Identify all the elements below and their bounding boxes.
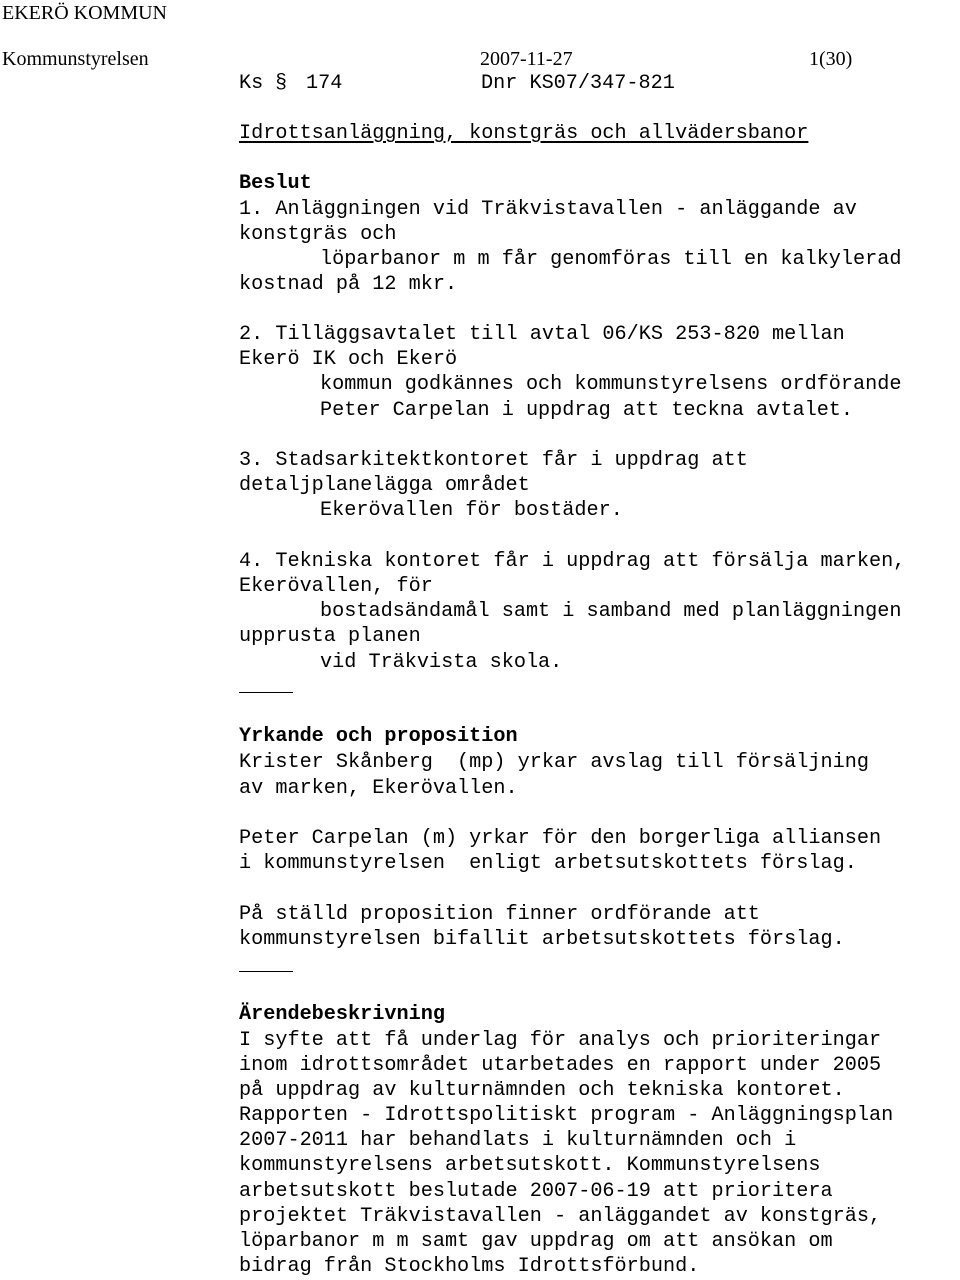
decision-item-2-line-3: kommun godkännes och kommunstyrelsens ordförande bbox=[320, 373, 902, 396]
meeting-date: 2007-11-27 bbox=[480, 48, 573, 70]
decision-item-4-line-3: bostadsändamål samt i samband med planläggningen bbox=[320, 600, 902, 623]
page-title: Idrottsanläggning, konstgräs och allvädersbanor bbox=[239, 122, 809, 145]
decision-item-3-line-2: detaljplanelägga området bbox=[239, 474, 530, 497]
diary-number: Dnr KS07/347-821 bbox=[481, 72, 675, 95]
case-prefix: Ks bbox=[239, 72, 264, 95]
motion-paragraph-1-line-1: Krister Skånberg (mp) yrkar avslag till försäljning bbox=[239, 751, 869, 774]
description-line: kommunstyrelsens arbetsutskott. Kommunstyrelsens bbox=[239, 1154, 821, 1177]
municipality-name: EKERÖ KOMMUN bbox=[2, 2, 167, 24]
description-line: arbetsutskott beslutade 2007-06-19 att prioritera bbox=[239, 1180, 833, 1203]
page-number: 1(30) bbox=[809, 48, 853, 70]
description-line: löparbanor m m samt gav uppdrag om att ansökan om bbox=[239, 1230, 833, 1253]
description-line: bidrag från Stockholms Idrottsförbund. bbox=[239, 1255, 700, 1278]
separator-rule bbox=[239, 971, 293, 972]
case-number: 174 bbox=[306, 72, 343, 95]
decision-item-1-line-2: konstgräs och bbox=[239, 223, 397, 246]
motion-paragraph-2-line-2: i kommunstyrelsen enligt arbetsutskottets förslag. bbox=[239, 852, 857, 875]
description-line: 2007-2011 har behandlats i kulturnämnden och i bbox=[239, 1129, 797, 1152]
description-line: projektet Träkvistavallen - anläggandet av konstgräs, bbox=[239, 1205, 882, 1228]
decision-item-2-line-2: Ekerö IK och Ekerö bbox=[239, 348, 458, 371]
description-line: på uppdrag av kulturnämnden och tekniska kontoret. bbox=[239, 1079, 845, 1102]
motion-paragraph-2-line-1: Peter Carpelan (m) yrkar för den borgerliga alliansen bbox=[239, 827, 882, 850]
decision-item-4-line-1: 4. Tekniska kontoret får i uppdrag att försälja marken, bbox=[239, 550, 906, 573]
committee-name: Kommunstyrelsen bbox=[2, 48, 149, 70]
description-heading: Ärendebeskrivning bbox=[239, 1003, 445, 1026]
decision-item-1-line-3: löparbanor m m får genomföras till en kalkylerad bbox=[320, 248, 902, 271]
description-line: Rapporten - Idrottspolitiskt program - Anläggningsplan bbox=[239, 1104, 894, 1127]
decision-item-4-line-5: vid Träkvista skola. bbox=[320, 651, 563, 674]
decision-heading: Beslut bbox=[239, 172, 312, 195]
section-symbol: § bbox=[275, 72, 288, 95]
decision-item-1-line-1: 1. Anläggningen vid Träkvistavallen - anläggande av bbox=[239, 198, 857, 221]
separator-rule bbox=[239, 692, 293, 693]
motion-paragraph-3-line-2: kommunstyrelsen bifallit arbetsutskottets förslag. bbox=[239, 928, 845, 951]
decision-item-3-line-1: 3. Stadsarkitektkontoret får i uppdrag att bbox=[239, 449, 748, 472]
motion-paragraph-1-line-2: av marken, Ekerövallen. bbox=[239, 777, 518, 800]
description-line: I syfte att få underlag för analys och prioriteringar bbox=[239, 1029, 882, 1052]
decision-item-4-line-2: Ekerövallen, för bbox=[239, 575, 433, 598]
decision-item-1-line-4: kostnad på 12 mkr. bbox=[239, 273, 458, 296]
decision-item-3-line-3: Ekerövallen för bostäder. bbox=[320, 499, 623, 522]
decision-item-2-line-1: 2. Tilläggsavtalet till avtal 06/KS 253-820 mellan bbox=[239, 323, 845, 346]
description-line: inom idrottsområdet utarbetades en rapport under 2005 bbox=[239, 1054, 882, 1077]
motion-paragraph-3-line-1: På ställd proposition finner ordförande att bbox=[239, 903, 760, 926]
decision-item-2-line-4: Peter Carpelan i uppdrag att teckna avtalet. bbox=[320, 399, 854, 422]
decision-item-4-line-4: upprusta planen bbox=[239, 625, 421, 648]
motion-heading: Yrkande och proposition bbox=[239, 725, 518, 748]
